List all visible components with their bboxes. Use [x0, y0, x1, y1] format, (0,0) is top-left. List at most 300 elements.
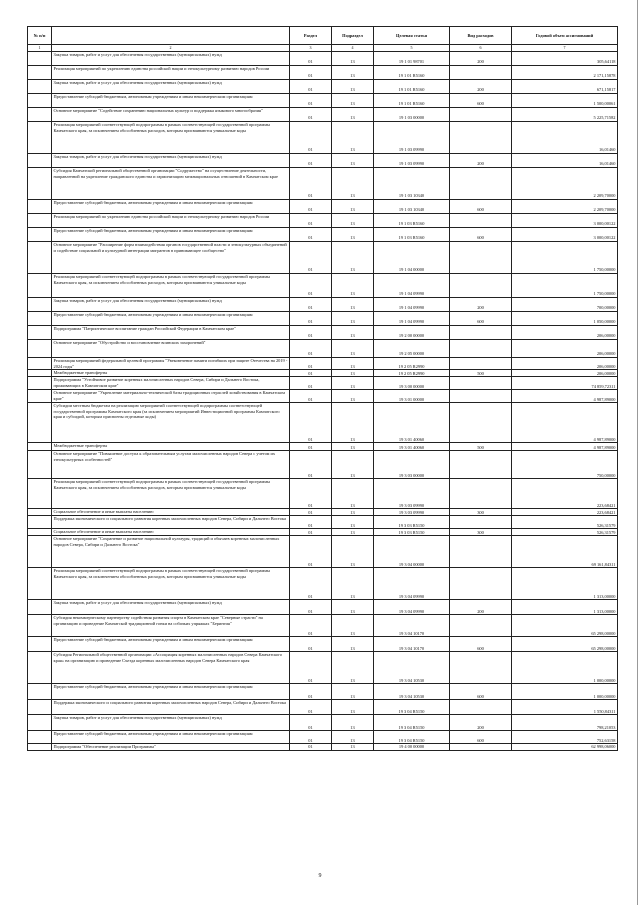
row-name-cell: Реализация мероприятий соответствующей подпрограммы в рамках соответствующей государственной программы Камчатского края, за исключением обособленных расходов, которым присваиваются уникальные коды — [52, 479, 290, 509]
row-amount-cell: 2 209,70000 — [512, 200, 618, 214]
row-expense-type-cell — [450, 66, 512, 80]
row-target-article-cell: 19 3 03 00000 — [374, 451, 450, 479]
row-expense-type-cell — [450, 652, 512, 684]
table-row — [28, 242, 618, 274]
row-target-article-cell: 19 3 04 00000 — [374, 536, 450, 568]
row-razdel-cell: 01 — [290, 509, 332, 516]
table-row — [28, 600, 618, 615]
row-name-cell: Закупка товаров, работ и услуг для обеспечения государственных (муниципальных) нужд — [52, 298, 290, 312]
row-target-article-cell: 19 1 03 R5160 — [374, 228, 450, 242]
row-razdel-cell: 01 — [290, 122, 332, 154]
row-amount-cell: 1 750,00000 — [512, 242, 618, 274]
row-target-article-cell: 19 3 04 09990 — [374, 568, 450, 600]
row-name-cell: Реализация мероприятий по укреплению единства российской нации и этнокультурному развитию народов России — [52, 66, 290, 80]
row-name-cell: Предоставление субсидий бюджетным, автономным учреждениям и иным некоммерческим организациям — [52, 94, 290, 108]
row-target-article-cell: 19 1 03 09990 — [374, 154, 450, 168]
table-row — [28, 340, 618, 358]
row-expense-type-cell — [450, 568, 512, 600]
row-razdel-cell: 01 — [290, 228, 332, 242]
row-name-cell: Социальное обеспечение и иные выплаты населению — [52, 509, 290, 516]
row-amount-cell: 206,00000 — [512, 370, 618, 377]
row-podrazdel-cell: 13 — [332, 377, 374, 390]
row-target-article-cell: 19 3 03 R5150 — [374, 516, 450, 529]
row-expense-type-cell — [450, 615, 512, 637]
row-target-article-cell: 19 1 03 10340 — [374, 200, 450, 214]
row-expense-type-cell — [450, 274, 512, 298]
row-amount-cell: 3 000,00122 — [512, 214, 618, 228]
row-razdel-cell: 01 — [290, 403, 332, 443]
row-number-cell — [28, 744, 52, 751]
row-razdel-cell: 01 — [290, 326, 332, 340]
row-target-article-cell: 19 3 04 09990 — [374, 600, 450, 615]
row-podrazdel-cell: 13 — [332, 340, 374, 358]
table-row — [28, 451, 618, 479]
row-name-cell: Межбюджетные трансферты — [52, 370, 290, 377]
row-amount-cell: 223,68421 — [512, 509, 618, 516]
row-target-article-cell: 19 1 04 00000 — [374, 242, 450, 274]
table-row — [28, 358, 618, 370]
row-name-cell: Подпрограмма "Устойчивое развитие коренных малочисленных народов Севера, Сибири и Дальнего Востока, проживающих в Камчатском крае" — [52, 377, 290, 390]
row-razdel-cell: 01 — [290, 377, 332, 390]
row-podrazdel-cell: 13 — [332, 122, 374, 154]
row-amount-cell: 1 000,00000 — [512, 652, 618, 684]
row-expense-type-cell — [450, 403, 512, 443]
row-number-cell — [28, 684, 52, 700]
row-razdel-cell: 01 — [290, 370, 332, 377]
row-podrazdel-cell: 13 — [332, 479, 374, 509]
row-razdel-cell: 01 — [290, 516, 332, 529]
row-podrazdel-cell: 13 — [332, 80, 374, 94]
row-expense-type-cell — [450, 242, 512, 274]
row-podrazdel-cell: 13 — [332, 94, 374, 108]
row-podrazdel-cell: 13 — [332, 536, 374, 568]
row-razdel-cell: 01 — [290, 731, 332, 744]
row-expense-type-cell — [450, 390, 512, 403]
row-target-article-cell: 19 1 03 09990 — [374, 122, 450, 154]
row-target-article-cell: 19 3 00 00000 — [374, 377, 450, 390]
row-target-article-cell: 19 3 03 09990 — [374, 479, 450, 509]
row-podrazdel-cell: 13 — [332, 228, 374, 242]
row-podrazdel-cell: 13 — [332, 390, 374, 403]
table-row — [28, 509, 618, 516]
row-amount-cell: 526,31579 — [512, 529, 618, 536]
row-number-cell — [28, 403, 52, 443]
row-expense-type-cell — [450, 340, 512, 358]
row-expense-type-cell: 600 — [450, 94, 512, 108]
row-name-cell: Основное мероприятие "Повышение доступа к образовательным услугам малочисленных народов Севера с учетом их этнокультурных особенностей" — [52, 451, 290, 479]
row-podrazdel-cell: 13 — [332, 529, 374, 536]
row-amount-cell: 223,68421 — [512, 479, 618, 509]
row-number-cell — [28, 451, 52, 479]
row-name-cell: Основное мероприятие "Укрепление материально-технической базы традиционных отраслей хозяйствования в Камчатском крае" — [52, 390, 290, 403]
row-target-article-cell: 19 3 03 R5150 — [374, 529, 450, 536]
table-row — [28, 479, 618, 509]
table-row — [28, 80, 618, 94]
row-name-cell: Закупка товаров, работ и услуг для обеспечения государственных (муниципальных) нужд — [52, 80, 290, 94]
row-amount-cell: 69 161,84311 — [512, 536, 618, 568]
row-razdel-cell: 01 — [290, 154, 332, 168]
row-name-cell: Предоставление субсидий бюджетным, автономным учреждениям и иным некоммерческим организациям — [52, 684, 290, 700]
page-number: 9 — [318, 873, 322, 879]
table-row — [28, 52, 618, 66]
row-name-cell: Субсидии местным бюджетам на реализацию мероприятий соответствующей подпрограммы соответствующей государственной программы Камчатского края (за исключением мероприятий Инвестиционной программы Камчатского края и субсидий, которым присвоены отдельные коды) — [52, 403, 290, 443]
row-expense-type-cell: 300 — [450, 529, 512, 536]
table-row — [28, 516, 618, 529]
row-number-cell — [28, 326, 52, 340]
row-target-article-cell: 19 1 03 R5160 — [374, 214, 450, 228]
row-target-article-cell: 19 3 04 10170 — [374, 615, 450, 637]
row-expense-type-cell: 200 — [450, 154, 512, 168]
row-target-article-cell: 19 2 00 00000 — [374, 326, 450, 340]
row-amount-cell: 4 987,89000 — [512, 390, 618, 403]
row-expense-type-cell: 600 — [450, 228, 512, 242]
row-name-cell: Предоставление субсидий бюджетным, автономным учреждениям и иным некоммерческим организациям — [52, 228, 290, 242]
row-podrazdel-cell: 13 — [332, 108, 374, 122]
row-podrazdel-cell: 13 — [332, 358, 374, 370]
table-row — [28, 529, 618, 536]
row-amount-cell: 65 298,00000 — [512, 637, 618, 652]
row-name-cell: Поддержка экономического и социального развития коренных малочисленных народов Севера, Сибири и Дальнего Востока — [52, 516, 290, 529]
table-row — [28, 568, 618, 600]
row-amount-cell: 1 313,00000 — [512, 600, 618, 615]
row-target-article-cell: 19 1 01 R5160 — [374, 80, 450, 94]
row-number-cell — [28, 509, 52, 516]
header-razdel: Раздел — [290, 27, 332, 45]
row-target-article-cell: 19 1 01 R5160 — [374, 66, 450, 80]
table-row — [28, 122, 618, 154]
row-name-cell: Поддержка экономического и социального развития коренных малочисленных народов Севера, Сибири и Дальнего Востока — [52, 700, 290, 715]
table-row — [28, 637, 618, 652]
row-amount-cell: 74 859,72311 — [512, 377, 618, 390]
row-amount-cell: 206,00000 — [512, 326, 618, 340]
budget-table — [27, 26, 618, 751]
row-number-cell — [28, 370, 52, 377]
row-name-cell: Субсидия Региональной общественной организации «Ассоциация коренных малочисленных народов Севера Камчатского края» на организацию и проведение Съезда коренных малочисленных народов Севера Камчатского края — [52, 652, 290, 684]
row-target-article-cell: 19 1 04 09990 — [374, 274, 450, 298]
row-target-article-cell: 19 1 03 00000 — [374, 108, 450, 122]
row-amount-cell: 1 000,00000 — [512, 684, 618, 700]
col-number: 4 — [332, 45, 374, 52]
row-name-cell: Межбюджетные трансферты — [52, 443, 290, 451]
table-row — [28, 370, 618, 377]
row-target-article-cell: 19 3 01 40060 — [374, 403, 450, 443]
row-expense-type-cell — [450, 168, 512, 200]
row-name-cell: Социальное обеспечение и иные выплаты населению — [52, 529, 290, 536]
row-target-article-cell: 19 1 01 R5160 — [374, 94, 450, 108]
table-row — [28, 715, 618, 731]
header-row — [28, 27, 618, 45]
row-podrazdel-cell: 13 — [332, 451, 374, 479]
row-expense-type-cell: 200 — [450, 715, 512, 731]
row-target-article-cell: 19 1 04 09990 — [374, 312, 450, 326]
row-target-article-cell: 19 3 01 00000 — [374, 390, 450, 403]
row-amount-cell: 4 987,89000 — [512, 403, 618, 443]
row-expense-type-cell: 200 — [450, 52, 512, 66]
row-name-cell: Реализация мероприятий соответствующей подпрограммы в рамках соответствующей государственной программы Камчатского края, за исключением обособленных расходов, которым присваиваются уникальные коды — [52, 122, 290, 154]
header-target-article: Целевая статья — [374, 27, 450, 45]
table-row — [28, 377, 618, 390]
row-podrazdel-cell: 13 — [332, 509, 374, 516]
row-number-cell — [28, 600, 52, 615]
row-razdel-cell: 01 — [290, 451, 332, 479]
row-podrazdel-cell: 13 — [332, 326, 374, 340]
row-name-cell: Подпрограмма "Патриотическое воспитание граждан Российской Федерации в Камчатском крае" — [52, 326, 290, 340]
row-number-cell — [28, 637, 52, 652]
row-name-cell: Основное мероприятие "Обустройство и восстановление воинских захоронений" — [52, 340, 290, 358]
row-expense-type-cell — [450, 700, 512, 715]
row-name-cell: Закупка товаров, работ и услуг для обеспечения государственных (муниципальных) нужд — [52, 52, 290, 66]
row-number-cell — [28, 731, 52, 744]
row-number-cell — [28, 94, 52, 108]
row-amount-cell: 16,01460 — [512, 122, 618, 154]
row-razdel-cell: 01 — [290, 200, 332, 214]
row-target-article-cell: 19 3 04 R5150 — [374, 700, 450, 715]
row-razdel-cell: 01 — [290, 568, 332, 600]
budget-table-sheet — [27, 26, 617, 751]
row-razdel-cell: 01 — [290, 358, 332, 370]
row-target-article-cell: 19 4 00 00000 — [374, 744, 450, 751]
row-expense-type-cell: 500 — [450, 370, 512, 377]
row-target-article-cell: 19 3 04 10530 — [374, 684, 450, 700]
row-expense-type-cell: 600 — [450, 312, 512, 326]
row-number-cell — [28, 340, 52, 358]
col-number: 3 — [290, 45, 332, 52]
row-name-cell: Закупка товаров, работ и услуг для обеспечения государственных (муниципальных) нужд — [52, 600, 290, 615]
row-podrazdel-cell: 13 — [332, 568, 374, 600]
table-row — [28, 652, 618, 684]
row-number-cell — [28, 652, 52, 684]
row-target-article-cell: 19 3 03 09990 — [374, 509, 450, 516]
table-row — [28, 536, 618, 568]
row-amount-cell: 1 550,84311 — [512, 700, 618, 715]
header-name — [52, 27, 290, 45]
row-podrazdel-cell: 13 — [332, 312, 374, 326]
row-number-cell — [28, 516, 52, 529]
row-razdel-cell: 01 — [290, 298, 332, 312]
col-number: 6 — [450, 45, 512, 52]
row-target-article-cell: 19 3 04 R5150 — [374, 731, 450, 744]
table-row — [28, 154, 618, 168]
row-podrazdel-cell: 13 — [332, 200, 374, 214]
row-name-cell: Субсидия некоммерческому партнерству содействия развития спорта в Камчатском крае "Северные страсти" на организацию и проведение Камчатской традиционной гонки на собачьих упряжках "Берингия" — [52, 615, 290, 637]
row-amount-cell: 65 298,00000 — [512, 615, 618, 637]
row-number-cell — [28, 390, 52, 403]
row-target-article-cell: 19 1 03 10340 — [374, 168, 450, 200]
row-razdel-cell: 01 — [290, 80, 332, 94]
row-amount-cell: 2 171,15878 — [512, 66, 618, 80]
row-amount-cell: 16,01460 — [512, 154, 618, 168]
row-razdel-cell: 01 — [290, 168, 332, 200]
row-razdel-cell: 01 — [290, 684, 332, 700]
row-razdel-cell: 01 — [290, 700, 332, 715]
row-podrazdel-cell: 13 — [332, 700, 374, 715]
row-podrazdel-cell: 13 — [332, 168, 374, 200]
row-target-article-cell: 19 1 04 09990 — [374, 298, 450, 312]
row-amount-cell: 1 313,00000 — [512, 568, 618, 600]
row-number-cell — [28, 298, 52, 312]
row-razdel-cell: 01 — [290, 479, 332, 509]
header-podrazdel: Подраздел — [332, 27, 374, 45]
row-expense-type-cell — [450, 516, 512, 529]
row-number-cell — [28, 377, 52, 390]
row-razdel-cell: 01 — [290, 242, 332, 274]
row-name-cell: Подпрограмма "Обеспечение реализации Программы" — [52, 744, 290, 751]
row-razdel-cell: 01 — [290, 443, 332, 451]
table-row — [28, 298, 618, 312]
table-row — [28, 443, 618, 451]
row-razdel-cell: 01 — [290, 214, 332, 228]
row-podrazdel-cell: 13 — [332, 744, 374, 751]
row-number-cell — [28, 568, 52, 600]
row-razdel-cell: 01 — [290, 715, 332, 731]
col-number: 5 — [374, 45, 450, 52]
row-number-cell — [28, 108, 52, 122]
row-expense-type-cell — [450, 451, 512, 479]
row-target-article-cell: 19 1 01 98701 — [374, 52, 450, 66]
row-expense-type-cell: 600 — [450, 200, 512, 214]
page-edge-line — [637, 0, 638, 905]
row-expense-type-cell — [450, 536, 512, 568]
table-row — [28, 108, 618, 122]
row-podrazdel-cell: 13 — [332, 731, 374, 744]
row-razdel-cell: 01 — [290, 94, 332, 108]
table-row — [28, 615, 618, 637]
row-number-cell — [28, 274, 52, 298]
row-number-cell — [28, 443, 52, 451]
row-amount-cell: 206,00000 — [512, 358, 618, 370]
row-expense-type-cell: 200 — [450, 80, 512, 94]
row-expense-type-cell — [450, 358, 512, 370]
row-razdel-cell: 01 — [290, 390, 332, 403]
row-podrazdel-cell: 13 — [332, 615, 374, 637]
row-number-cell — [28, 52, 52, 66]
table-row — [28, 731, 618, 744]
row-name-cell: Предоставление субсидий бюджетным, автономным учреждениям и иным некоммерческим организациям — [52, 200, 290, 214]
table-row — [28, 94, 618, 108]
row-razdel-cell: 01 — [290, 652, 332, 684]
row-amount-cell: 3 000,00122 — [512, 228, 618, 242]
row-number-cell — [28, 242, 52, 274]
row-name-cell: Основное мероприятие "Содействие сохранению национальных культур и поддержка языкового многообразия" — [52, 108, 290, 122]
row-razdel-cell: 01 — [290, 744, 332, 751]
row-amount-cell: 752,63158 — [512, 731, 618, 744]
row-podrazdel-cell: 13 — [332, 637, 374, 652]
table-row — [28, 403, 618, 443]
header-expense-type: Вид расходов — [450, 27, 512, 45]
row-razdel-cell: 01 — [290, 66, 332, 80]
row-target-article-cell: 19 2 05 00000 — [374, 340, 450, 358]
row-expense-type-cell — [450, 744, 512, 751]
row-podrazdel-cell: 13 — [332, 298, 374, 312]
row-number-cell — [28, 200, 52, 214]
row-expense-type-cell: 600 — [450, 684, 512, 700]
table-row — [28, 66, 618, 80]
row-number-cell — [28, 66, 52, 80]
row-name-cell: Закупка товаров, работ и услуг для обеспечения государственных (муниципальных) нужд — [52, 154, 290, 168]
row-amount-cell: 4 987,89000 — [512, 443, 618, 451]
row-number-cell — [28, 529, 52, 536]
row-razdel-cell: 01 — [290, 274, 332, 298]
row-name-cell: Предоставление субсидий бюджетным, автономным учреждениям и иным некоммерческим организациям — [52, 637, 290, 652]
row-number-cell — [28, 312, 52, 326]
row-podrazdel-cell: 13 — [332, 242, 374, 274]
row-amount-cell: 798,21053 — [512, 715, 618, 731]
row-target-article-cell: 19 3 04 10530 — [374, 652, 450, 684]
row-amount-cell: 526,31579 — [512, 516, 618, 529]
header-num: № п/п — [28, 27, 52, 45]
row-razdel-cell: 01 — [290, 600, 332, 615]
col-number: 1 — [28, 45, 52, 52]
table-row — [28, 274, 618, 298]
row-number-cell — [28, 80, 52, 94]
row-razdel-cell: 01 — [290, 52, 332, 66]
row-number-cell — [28, 479, 52, 509]
row-podrazdel-cell: 13 — [332, 370, 374, 377]
row-podrazdel-cell: 13 — [332, 600, 374, 615]
row-name-cell: Предоставление субсидий бюджетным, автономным учреждениям и иным некоммерческим организациям — [52, 312, 290, 326]
row-podrazdel-cell: 13 — [332, 274, 374, 298]
col-number: 7 — [512, 45, 618, 52]
table-row — [28, 312, 618, 326]
table-row — [28, 168, 618, 200]
row-podrazdel-cell: 13 — [332, 52, 374, 66]
row-podrazdel-cell: 13 — [332, 652, 374, 684]
table-row — [28, 684, 618, 700]
row-expense-type-cell: 300 — [450, 509, 512, 516]
row-number-cell — [28, 154, 52, 168]
row-amount-cell: 305,64118 — [512, 52, 618, 66]
row-amount-cell: 1 750,00000 — [512, 274, 618, 298]
table-row — [28, 326, 618, 340]
row-target-article-cell: 19 3 01 40060 — [374, 443, 450, 451]
row-number-cell — [28, 214, 52, 228]
row-number-cell — [28, 615, 52, 637]
row-name-cell: Реализация мероприятий федеральной целевой программы "Увековечение памяти погибших при защите Отечества на 2019 - 2024 годы" — [52, 358, 290, 370]
row-podrazdel-cell: 13 — [332, 516, 374, 529]
row-expense-type-cell: 600 — [450, 731, 512, 744]
row-target-article-cell: 19 2 05 R2990 — [374, 370, 450, 377]
row-podrazdel-cell: 13 — [332, 154, 374, 168]
row-number-cell — [28, 168, 52, 200]
row-expense-type-cell — [450, 377, 512, 390]
row-expense-type-cell — [450, 326, 512, 340]
col-number: 2 — [52, 45, 290, 52]
row-podrazdel-cell: 13 — [332, 403, 374, 443]
row-razdel-cell: 01 — [290, 529, 332, 536]
row-podrazdel-cell: 13 — [332, 715, 374, 731]
row-amount-cell: 206,00000 — [512, 340, 618, 358]
row-number-cell — [28, 122, 52, 154]
row-name-cell: Предоставление субсидий бюджетным, автономным учреждениям и иным некоммерческим организациям — [52, 731, 290, 744]
table-row — [28, 390, 618, 403]
row-name-cell: Реализация мероприятий соответствующей подпрограммы в рамках соответствующей государственной программы Камчатского края, за исключением обособленных расходов, которым присваиваются уникальные коды — [52, 274, 290, 298]
column-number-row — [28, 45, 618, 52]
row-name-cell: Основное мероприятие "Расширение форм взаимодействия органов государственной власти и этнокультурных объединений и содействие социальной и культурной интеграции мигрантов в принимающее сообщество" — [52, 242, 290, 274]
row-amount-cell: 1 050,00000 — [512, 312, 618, 326]
row-amount-cell: 62 998,06000 — [512, 744, 618, 751]
table-row — [28, 228, 618, 242]
row-target-article-cell: 19 2 05 R2990 — [374, 358, 450, 370]
row-amount-cell: 2 209,70000 — [512, 168, 618, 200]
row-name-cell: Субсидия Камчатской региональной общественной организации "Содружество" на осуществление деятельности, направленной на укрепление гражданского единства и гармонизацию межнациональных отношений в Камчатском крае — [52, 168, 290, 200]
row-razdel-cell: 01 — [290, 108, 332, 122]
row-name-cell: Основное мероприятие "Сохранение и развитие национальной культуры, традиций и обычаев коренных малочисленных народов Севера, Сибири и Дальнего Востока" — [52, 536, 290, 568]
row-number-cell — [28, 228, 52, 242]
row-expense-type-cell — [450, 479, 512, 509]
row-expense-type-cell: 600 — [450, 637, 512, 652]
row-razdel-cell: 01 — [290, 312, 332, 326]
row-number-cell — [28, 715, 52, 731]
